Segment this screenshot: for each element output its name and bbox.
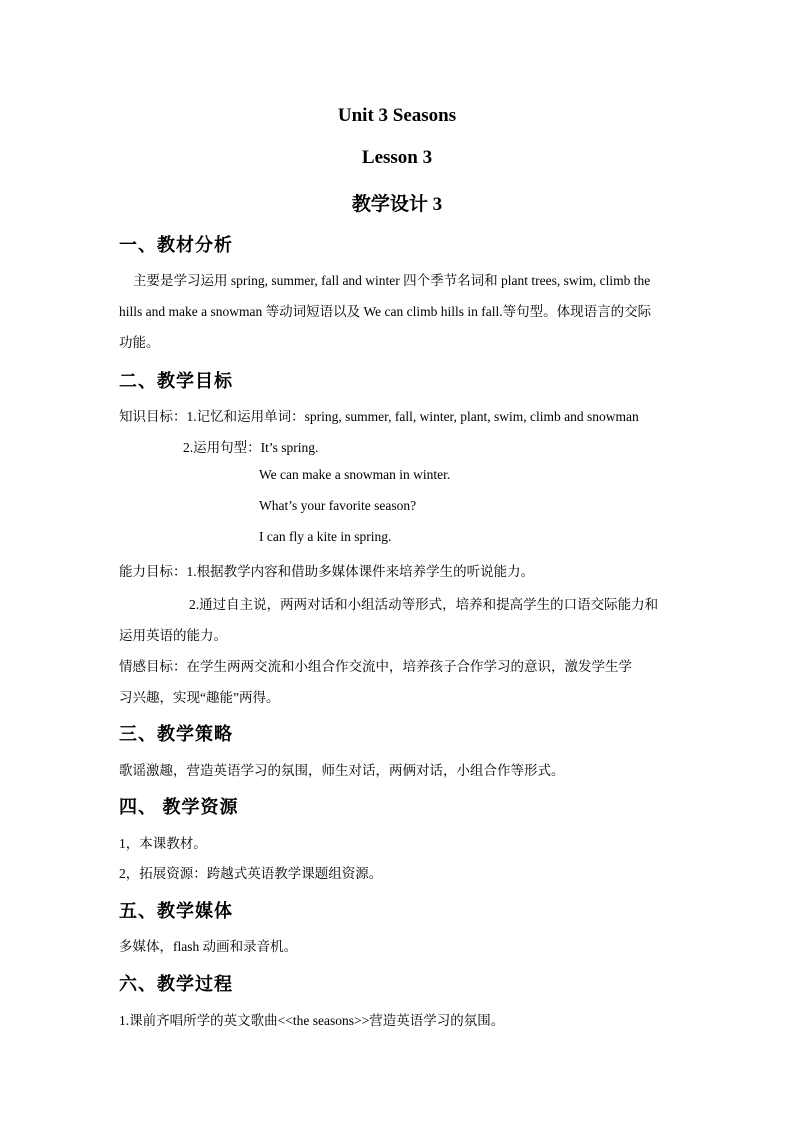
paragraph-line: 习兴趣，实现“趣能”两得。 [119, 690, 280, 705]
paragraph-line: 运用英语的能力。 [119, 628, 227, 643]
document-subtitle: Lesson 3 [361, 147, 433, 168]
section-heading-5: 五、教学媒体 [119, 901, 233, 921]
section-heading-4: 四、 教学资源 [119, 797, 239, 817]
paragraph-line: 2.通过自主说，两两对话和小组活动等形式，培养和提高学生的口语交际能力和 [189, 597, 659, 612]
paragraph-line: 主要是学习运用 spring, summer, fall and winter 四个季节名词和 plant trees, swim, climb the [133, 273, 651, 288]
paragraph-line: hills and make a snowman 等动词短语以及 We can climb hills in fall.等句型。体现语言的交际 [119, 304, 652, 319]
paragraph-line: 歌谣激趣，营造英语学习的氛围，师生对话，两俩对话，小组合作等形式。 [119, 763, 565, 778]
paragraph-line: 2.运用句型：It’s spring. [183, 440, 319, 455]
paragraph-line: What’s your favorite season? [259, 498, 417, 513]
document-heading: 教学设计 3 [351, 194, 443, 215]
paragraph-line: 2，拓展资源：跨越式英语教学课题组资源。 [119, 866, 383, 881]
document-title: Unit 3 Seasons [337, 105, 457, 126]
paragraph-line: 功能。 [119, 335, 160, 350]
paragraph-line: 能力目标：1.根据教学内容和借助多媒体课件来培养学生的听说能力。 [119, 564, 535, 579]
paragraph-line: 多媒体，flash 动画和录音机。 [119, 939, 298, 954]
paragraph-line: 1.课前齐唱所学的英文歌曲<<the seasons>>营造英语学习的氛围。 [119, 1013, 505, 1028]
paragraph-line: I can fly a kite in spring. [259, 529, 392, 544]
paragraph-line: We can make a snowman in winter. [259, 467, 451, 482]
section-heading-6: 六、教学过程 [119, 974, 233, 994]
paragraph-line: 1，本课教材。 [119, 836, 207, 851]
section-heading-1: 一、教材分析 [119, 235, 233, 255]
section-heading-3: 三、教学策略 [119, 724, 233, 744]
section-heading-2: 二、教学目标 [119, 371, 233, 391]
paragraph-line: 知识目标：1.记忆和运用单词：spring, summer, fall, winter, plant, swim, climb and snowman [119, 409, 639, 424]
paragraph-line: 情感目标：在学生两两交流和小组合作交流中，培养孩子合作学习的意识，激发学生学 [119, 659, 632, 674]
